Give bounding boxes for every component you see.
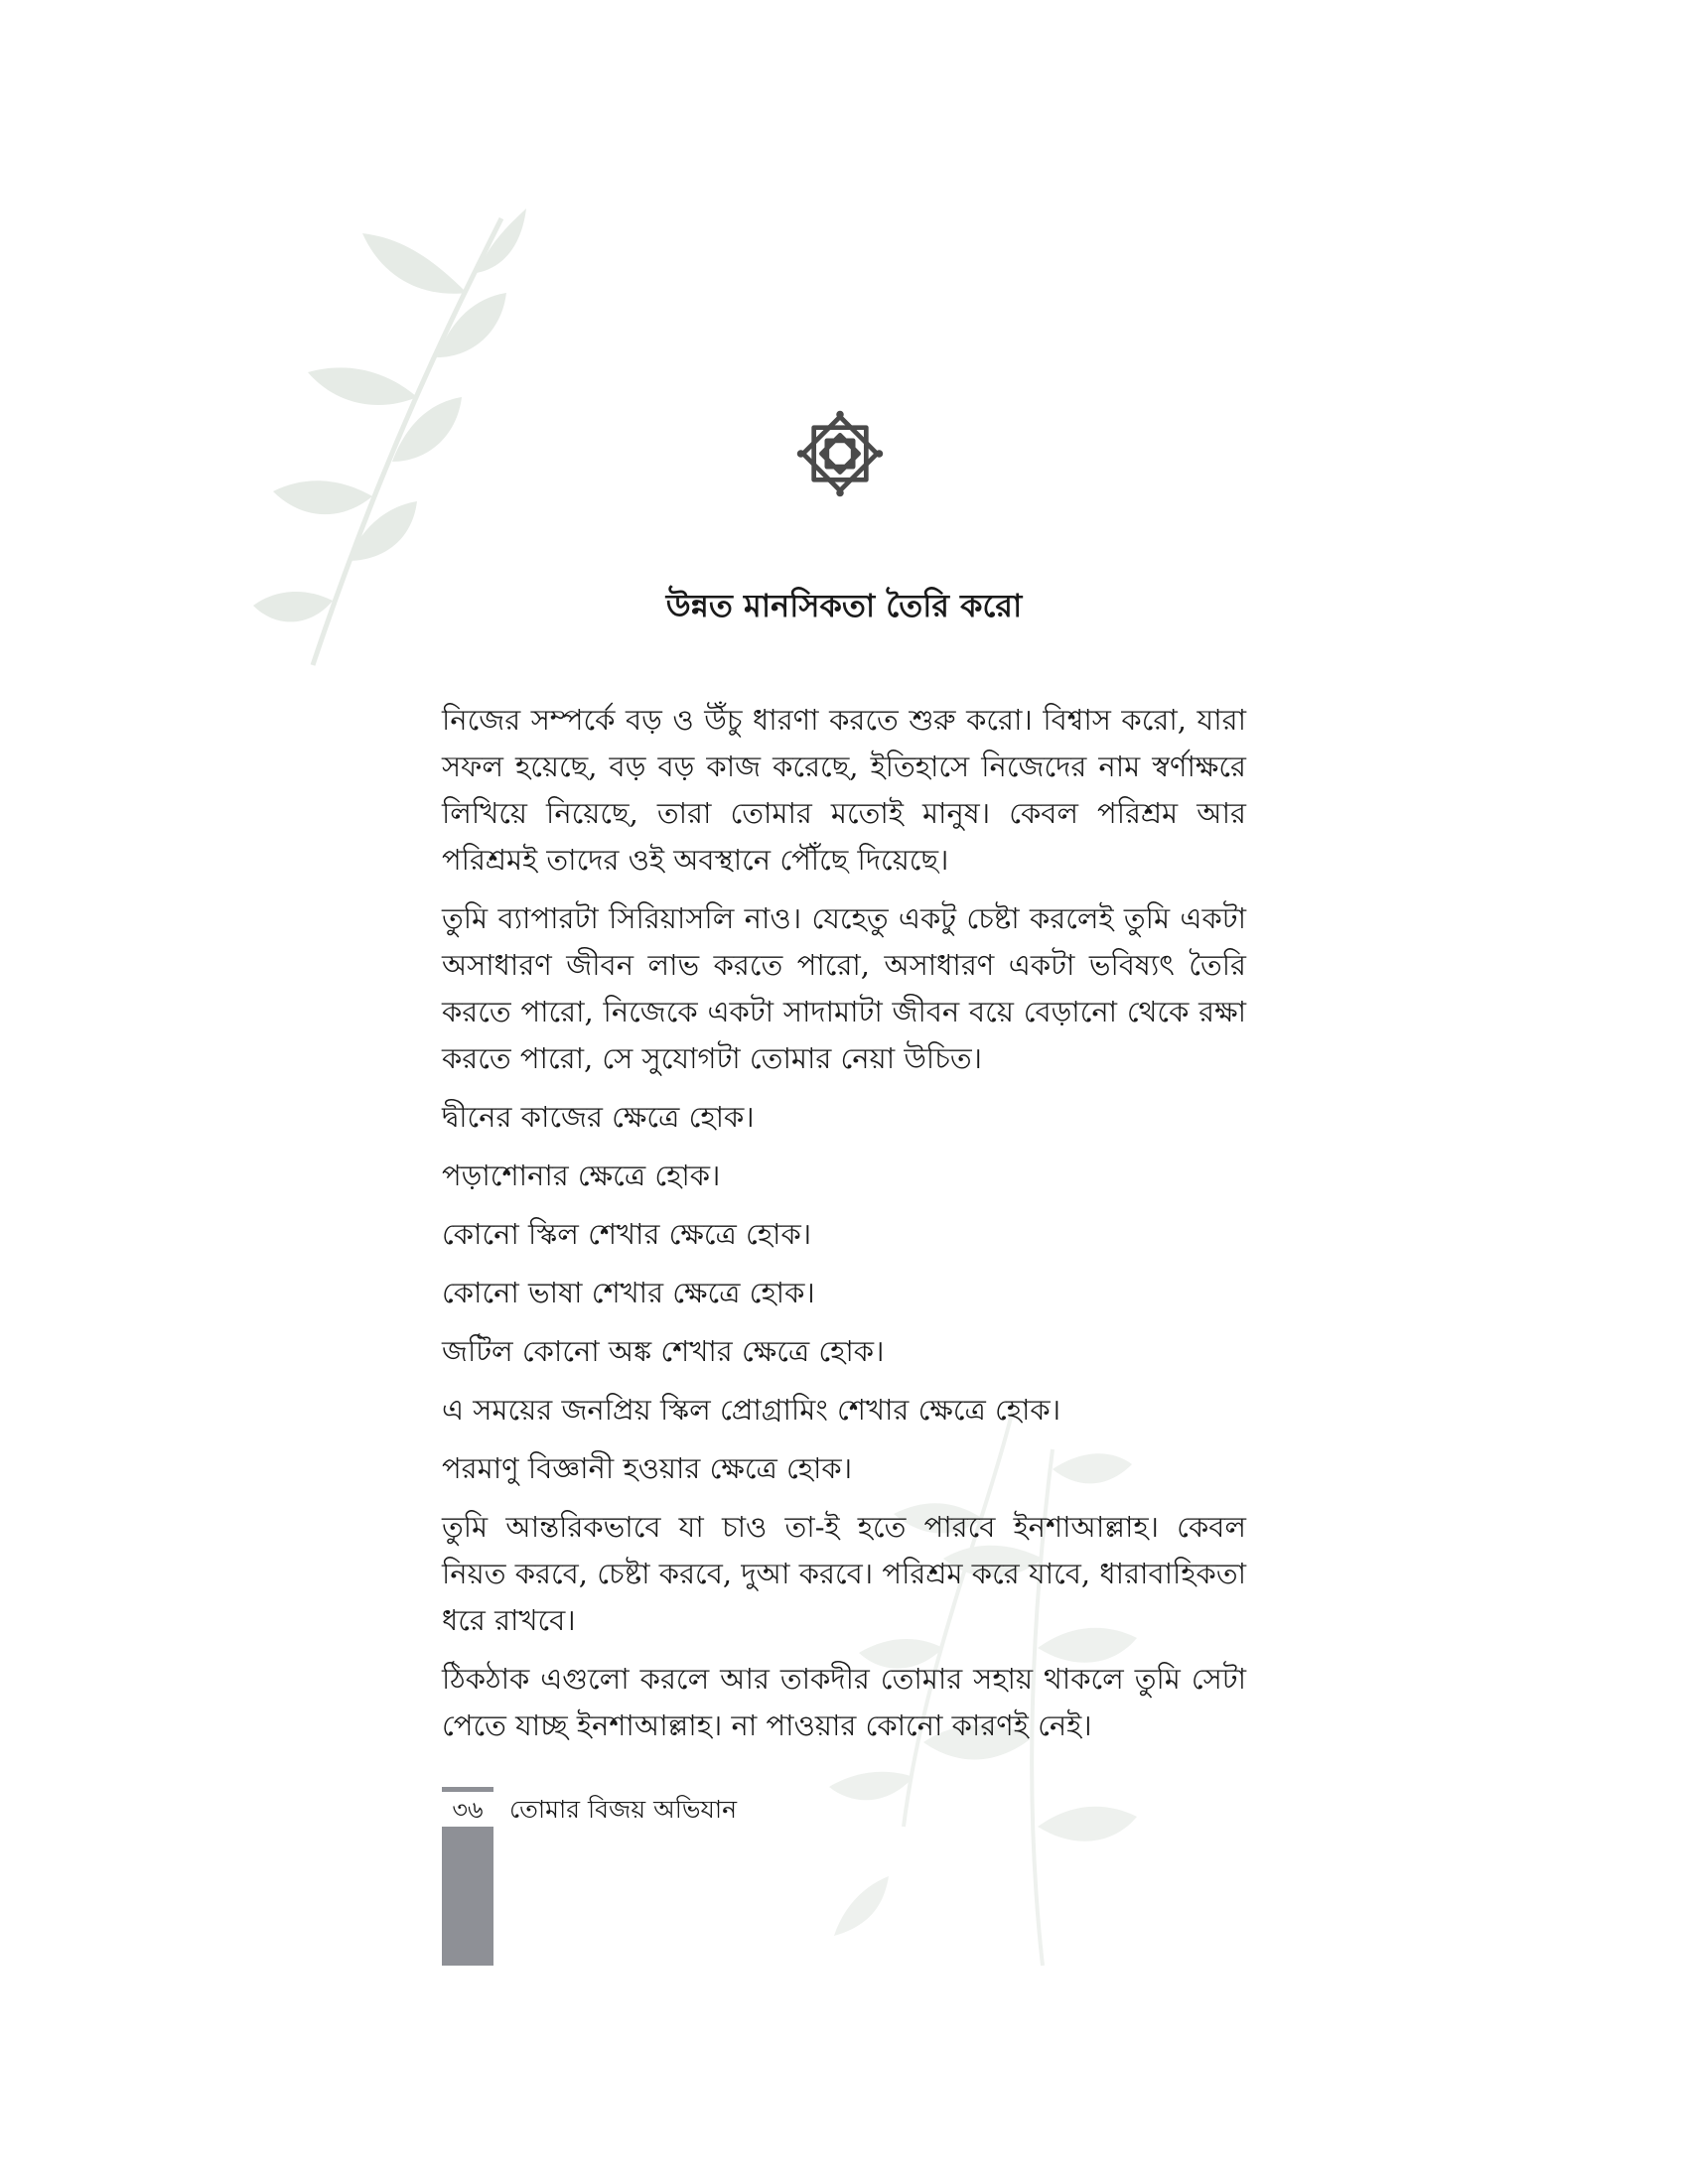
footer-tab-line <box>442 1787 493 1792</box>
list-line: দ্বীনের কাজের ক্ষেত্রে হোক। <box>442 1100 755 1134</box>
islamic-star-ornament-icon <box>793 407 887 500</box>
page-number: ৩৬ <box>452 1796 484 1824</box>
page-footer <box>442 1787 1038 1985</box>
list-line: কোনো ভাষা শেখার ক্ষেত্রে হোক। <box>442 1276 815 1309</box>
list-line: কোনো স্কিল শেখার ক্ষেত্রে হোক। <box>442 1217 812 1251</box>
footer-bar <box>442 1827 493 1966</box>
running-title: তোমার বিজয় অভিযান <box>509 1795 738 1824</box>
paragraph: নিজের সম্পর্কে বড় ও উঁচু ধারণা করতে শুরু করো। বিশ্বাস করো, যারা সফল হয়েছে, বড় বড় কাজ করেছে, ইতিহাসে নিজেদের নাম স্বর্ণাক্ষরে লিখিয়ে নিয়েছে, তারা তোমার মতোই মানুষ। কেবল পরিশ্রম আর পরিশ্রমই তাদের ওই অবস্থানে পৌঁছে দিয়েছে। <box>442 703 1246 877</box>
list-line: জটিল কোনো অঙ্ক শেখার ক্ষেত্রে হোক। <box>442 1334 885 1368</box>
list-line: পড়াশোনার ক্ষেত্রে হোক। <box>442 1159 721 1192</box>
list-line: পরমাণু বিজ্ঞানী হওয়ার ক্ষেত্রে হোক। <box>442 1451 853 1485</box>
chapter-title: উন্নত মানসিকতা তৈরি করো <box>665 587 1023 624</box>
paragraph: তুমি ব্যাপারটা সিরিয়াসলি নাও। যেহেতু একটু চেষ্টা করলেই তুমি একটা অসাধারণ জীবন লাভ করতে পারো, অসাধারণ একটা ভবিষ্যৎ তৈরি করতে পারো, নিজেকে একটা সাদামাটা জীবন বয়ে বেড়ানো থেকে রক্ষা করতে পারো, সে সুযোগটা তোমার নেয়া উচিত। <box>442 901 1246 1075</box>
list-line: এ সময়ের জনপ্রিয় স্কিল প্রোগ্রামিং শেখার ক্ষেত্রে হোক। <box>442 1393 1061 1427</box>
paragraph: ঠিকঠাক এগুলো করলে আর তাকদীর তোমার সহায় থাকলে তুমি সেটা পেতে যাচ্ছ ইনশাআল্লাহ। না পাওয়ার কোনো কারণই নেই। <box>442 1662 1246 1742</box>
paragraph: তুমি আন্তরিকভাবে যা চাও তা-ই হতে পারবে ইনশাআল্লাহ। কেবল নিয়ত করবে, চেষ্টা করবে, দুআ করবে। পরিশ্রম করে যাবে, ধারাবাহিকতা ধরে রাখবে। <box>442 1510 1246 1637</box>
body-text <box>442 697 1246 1761</box>
